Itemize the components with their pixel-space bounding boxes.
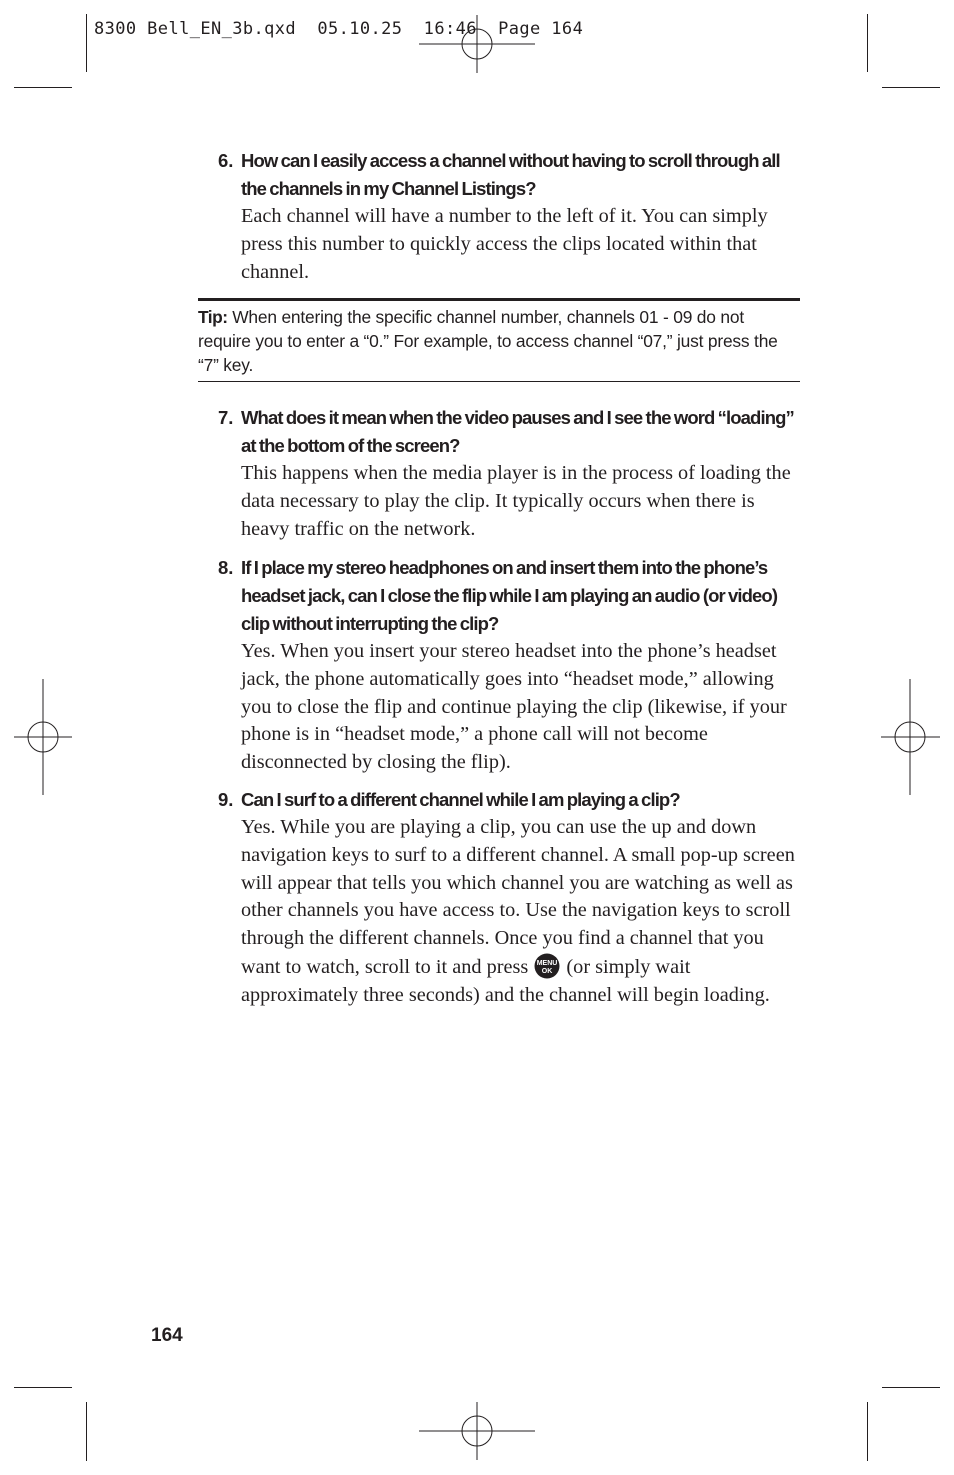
ok-key-label: OK <box>542 967 553 975</box>
faq-question-text: If I place my stereo headphones on and insert them into the phone’s headset jack, can I close the flip while I am playing an audio (or video) clip without interrupting the clip? <box>241 557 778 634</box>
faq-item-9 <box>218 786 800 1010</box>
menu-ok-key-icon <box>534 953 560 979</box>
faq-answer <box>218 814 800 1010</box>
faq-question-text: Can I surf to a different channel while I am playing a clip? <box>241 789 680 810</box>
faq-number: 9. <box>218 789 234 810</box>
registration-mark-right <box>881 679 940 795</box>
faq-question <box>218 147 800 203</box>
faq-number: 6. <box>218 150 234 171</box>
slug-line: 8300 Bell_EN_3b.qxd 05.10.25 16:46 Page 164 <box>94 19 584 39</box>
faq-question <box>218 554 800 638</box>
tip-label: Tip: <box>198 307 228 327</box>
faq-answer: This happens when the media player is in the process of loading the data necessary to play the clip. It typically occurs when there is heavy traffic on the network. <box>241 462 791 540</box>
faq-question-text: What does it mean when the video pauses and I see the word “loading” at the bottom of the screen? <box>241 407 794 456</box>
faq-answer-text: Yes. While you are playing a clip, you can use the up and down navigation keys to surf to a different channel. A small pop-up screen will appear that tells you which channel you are watching as well as other channels you have access to. Use the navigation keys to scroll through the different channels. Once you find a channel that you want to watch, scroll to it and press <box>241 816 795 978</box>
faq-item-7 <box>218 404 800 543</box>
registration-mark-top <box>419 15 535 73</box>
faq-number: 7. <box>218 407 234 428</box>
faq-number: 8. <box>218 557 234 578</box>
faq-question-text: How can I easily access a channel without having to scroll through all the channels in my Channel Listings? <box>241 150 780 199</box>
page-number: 164 <box>151 1325 183 1346</box>
registration-mark-left <box>14 679 72 795</box>
registration-mark-bottom <box>419 1402 535 1460</box>
faq-answer: Yes. When you insert your stereo headset into the phone’s headset jack, the phone automatically goes into “headset mode,” allowing you to close the flip and continue playing the clip (likewise, if your phone is in “headset mode,” a phone call will not become disconnected by closing the flip). <box>241 640 787 774</box>
faq-item-8 <box>218 554 800 777</box>
faq-question <box>218 786 800 814</box>
tip-text: When entering the specific channel number, channels 01 - 09 do not require you to enter a “0.” For example, to access channel “07,” just press the “7” key. <box>198 307 778 375</box>
faq-answer: Each channel will have a number to the left of it. You can simply press this number to quickly access the clips located within that channel. <box>241 205 768 283</box>
tip-box <box>198 298 800 382</box>
faq-question <box>218 404 800 460</box>
faq-item-6 <box>218 147 800 286</box>
menu-key-label: MENU <box>537 959 558 967</box>
faq-answer-text-continued: (or simply wait approximately three seconds) and the channel will begin loading. <box>241 955 770 1006</box>
